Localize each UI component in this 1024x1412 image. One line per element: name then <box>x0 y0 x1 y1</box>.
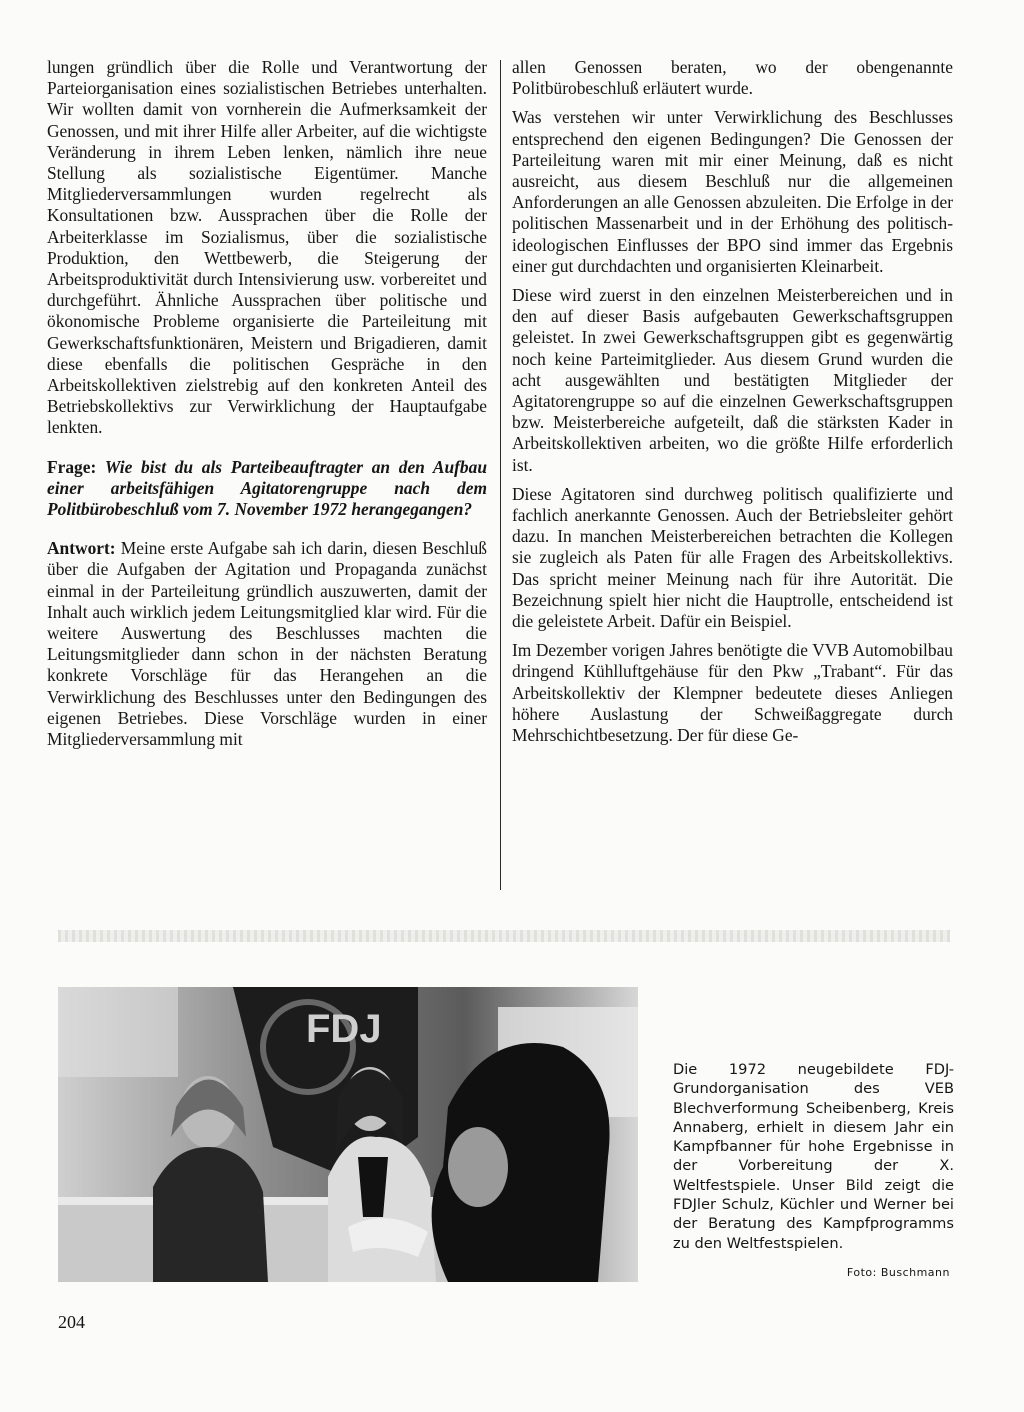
question-label: Frage: <box>47 456 97 477</box>
interview-question <box>47 457 487 521</box>
flag-emblem-text: FDJ <box>306 1007 382 1051</box>
paragraph: Im Dezember vorigen Jahres benötigte die VVB Automobilbau dringend Kühlluftgehäuse für den Pkw „Trabant“. Für das Arbeitskollektiv der Klempner bedeutete dieses Anliegen höhere Auslastung der Schweißaggregate durch Mehrschichtbesetzung. Der für diese Ge- <box>512 640 953 746</box>
paragraph: Diese Agitatoren sind durchweg politisch qualifizierte und fachlich anerkannte Genossen. Auch der Betriebsleiter gehört dazu. In manchen Meisterbereichen betrachten die Kollegen sie zugleich als Paten für alle Fragen des Arbeitskollektivs. Das spricht meiner Meinung nach für ihre Autorität. Die Bezeichnung spielt hier nicht die Hauptrolle, entscheidend ist die geleistete Arbeit. Dafür ein Beispiel. <box>512 483 953 632</box>
page-number: 204 <box>58 1312 85 1332</box>
column-divider <box>500 60 501 890</box>
news-photo <box>58 987 638 1282</box>
paragraph: Was verstehen wir unter Verwirklichung des Beschlusses entsprechend den eigenen Bedingungen? Die Genossen der Parteileitung waren mit mir einer Meinung, daß es nicht ausreicht, aus diesem Beschluß nur die allgemeinen Anforderungen an alle Genossen abzuleiten. Die Erfolge in der politischen Massenarbeit und in der Erhöhung des politisch-ideologischen Einflusses der BPO sind immer das Ergebnis einer gut durchdachten und organisierten Kleinarbeit. <box>512 107 953 276</box>
answer-label: Antwort: <box>47 538 116 559</box>
text-column-left <box>47 57 487 758</box>
paragraph: lungen gründlich über die Rolle und Verantwortung der Parteiorganisation eines sozialistischen Betriebes unterhalten. Wir wollten damit von vornherein die Aufmerksamkeit der Genossen, und mit ihrer Hilfe aller Arbeiter, auf die wichtigste Veränderung in ihrem Leben lenken, nämlich ihre neue Stellung als sozialistische Eigentümer. Manche Mitgliederversammlungen wurden regelrecht als Konsultationen bzw. Aussprachen über die Rolle der Arbeiterklasse im Sozialismus, über die sozialistische Produktion, den Wettbewerb, die Steigerung der Arbeitsproduktivität durch Intensivierung usw. vorbereitet und durchgeführt. Ähnliche Aussprachen über politische und ökonomische Probleme organisierte die Parteileitung mit Gewerkschaftsfunktionären, Meistern und Brigadieren, damit diese ebenfalls die politischen Gespräche in den Arbeitskollektiven zielstrebig auf den konkreten Anteil des Betriebskollektivs zur Verwirklichung der Hauptaufgabe lenkten. <box>47 57 487 438</box>
photo-credit: Foto: Buschmann <box>846 1266 950 1279</box>
answer-text: Meine erste Aufgabe sah ich darin, diesen Beschluß über die Aufgaben der Agitation und Propaganda zunächst einmal in der Parteileitung gründlich auszuwerten, damit der Inhalt auch wirklich jedem Leitungsmitglied klar wird. Für die weitere Auswertung des Beschlusses machten die Leitungsmitglieder dann schon in der nächsten Beratung konkrete Vorschläge für das Herangehen an die Verwirklichung des Beschlusses unter den Bedingungen des eigenen Betriebes. Diese Vorschläge wurden in einer Mitgliederversammlung mit <box>47 538 487 750</box>
photo-caption: Die 1972 neugebildete FDJ-Grundorganisation des VEB Blechverformung Scheibenberg, Kreis Annaberg, erhielt in diesem Jahr ein Kampfbanner für hohe Ergebnisse in der Vorbereitung der X. Weltfestspiele. Unser Bild zeigt die FDJler Schulz, Küchler und Werner bei der Beratung des Kampfprogramms zu den Weltfestspielen. <box>673 1061 954 1252</box>
question-text: Wie bist du als Parteibeauftragter an den Aufbau einer arbeitsfähigen Agitatorengruppe nach dem Politbürobeschluß vom 7. November 1972 herangegangen? <box>47 456 487 520</box>
paragraph: Diese wird zuerst in den einzelnen Meisterbereichen und in den auf dieser Basis aufgebauten Gewerkschaftsgruppen geleistet. In zwei Gewerkschaftsgruppen gibt es gegenwärtig noch keine Parteimitglieder. Aus diesem Grund wurden die acht ausgewählten und bestätigten Mitglieder der Agitatorengruppe so auf die einzelnen Gewerkschaftsgruppen bzw. Meisterbereiche aufgeteilt, daß die stärksten Kader in Arbeitskollektiven arbeiten, wo die größte Hilfe erforderlich ist. <box>512 285 953 475</box>
photo-illustration <box>58 987 638 1282</box>
paragraph: allen Genossen beraten, wo der obengenannte Politbürobeschluß erläutert wurde. <box>512 57 953 99</box>
interview-answer <box>47 538 487 750</box>
text-column-right <box>512 57 953 754</box>
print-shadow-strip <box>58 930 950 942</box>
